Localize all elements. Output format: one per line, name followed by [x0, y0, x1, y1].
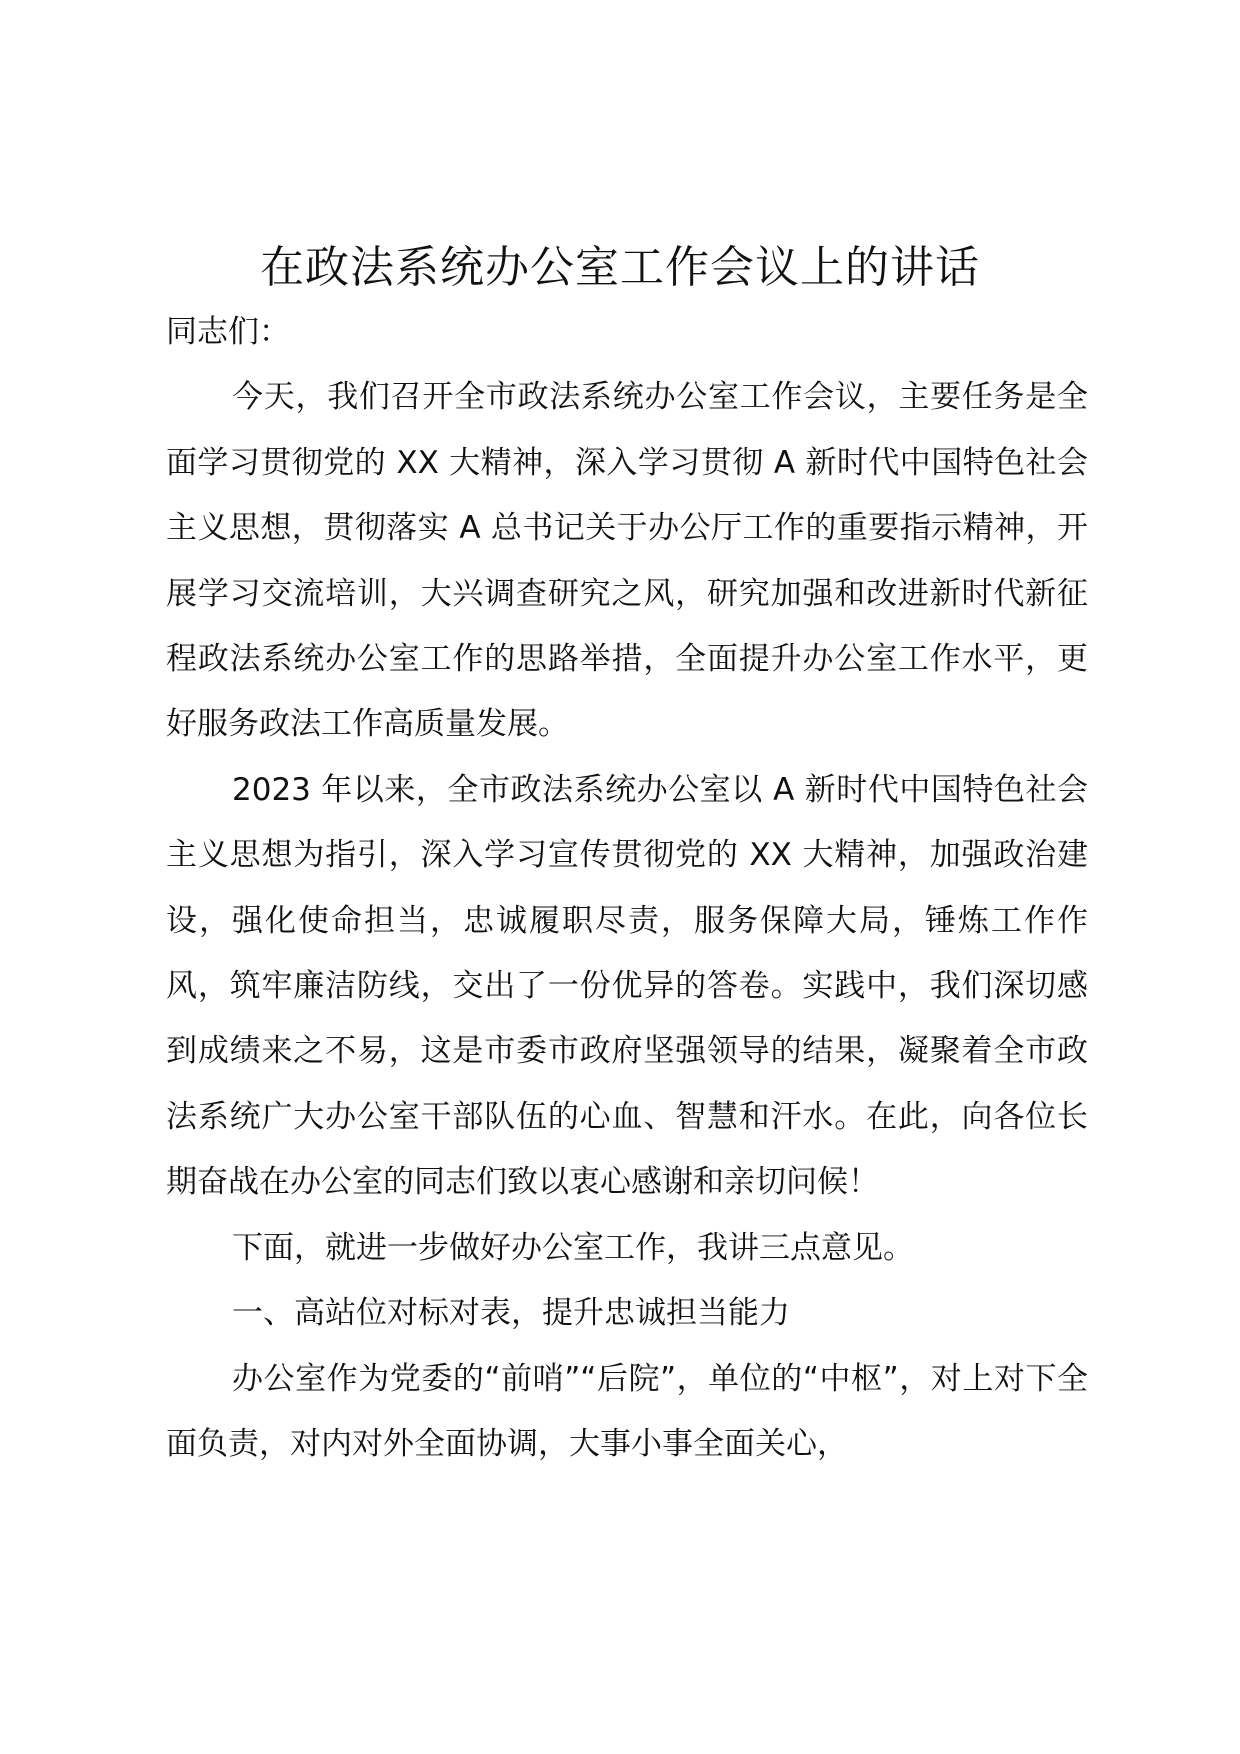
paragraph-section-one: 办公室作为党委的“前哨”“后院”，单位的“中枢”，对上对下全面负责，对内对外全面协调，大事小事全面关心，	[166, 1360, 1088, 1462]
section-heading: 一、高站位对标对表，提升忠诚担当能力	[232, 1295, 790, 1332]
document-body	[166, 300, 1088, 1477]
paragraph-intro: 今天，我们召开全市政法系统办公室工作会议，主要任务是全面学习贯彻党的 XX 大精神，深入学习贯彻 A 新时代中国特色社会主义思想，贯彻落实 A 总书记关于办公厅工作的重要指示精神，开展学习交流培训，大兴调查研究之风，研究加强和改进新时代新征程政法系统办公室工作的思路举措，全面提升办公室工作水平，更好服务政法工作高质量发展。	[166, 379, 1088, 743]
document-title: 在政法系统办公室工作会议上的讲话	[260, 242, 980, 293]
salutation: 同志们：	[166, 314, 290, 350]
paragraph-achievements: 2023 年以来，全市政法系统办公室以 A 新时代中国特色社会主义思想为指引，深入学习宣传贯彻党的 XX 大精神，加强政治建设，强化使命担当，忠诚履职尽责，服务保障大局，锤炼工作作风，筑牢廉洁防线，交出了一份优异的答卷。实践中，我们深切感到成绩来之不易，这是市委市政府坚强领导的结果，凝聚着全市政法系统广大办公室干部队伍的心血、智慧和汗水。在此，向各位长期奋战在办公室的同志们致以衷心感谢和亲切问候！	[166, 771, 1088, 1201]
paragraph-transition: 下面，就进一步做好办公室工作，我讲三点意见。	[232, 1229, 914, 1266]
